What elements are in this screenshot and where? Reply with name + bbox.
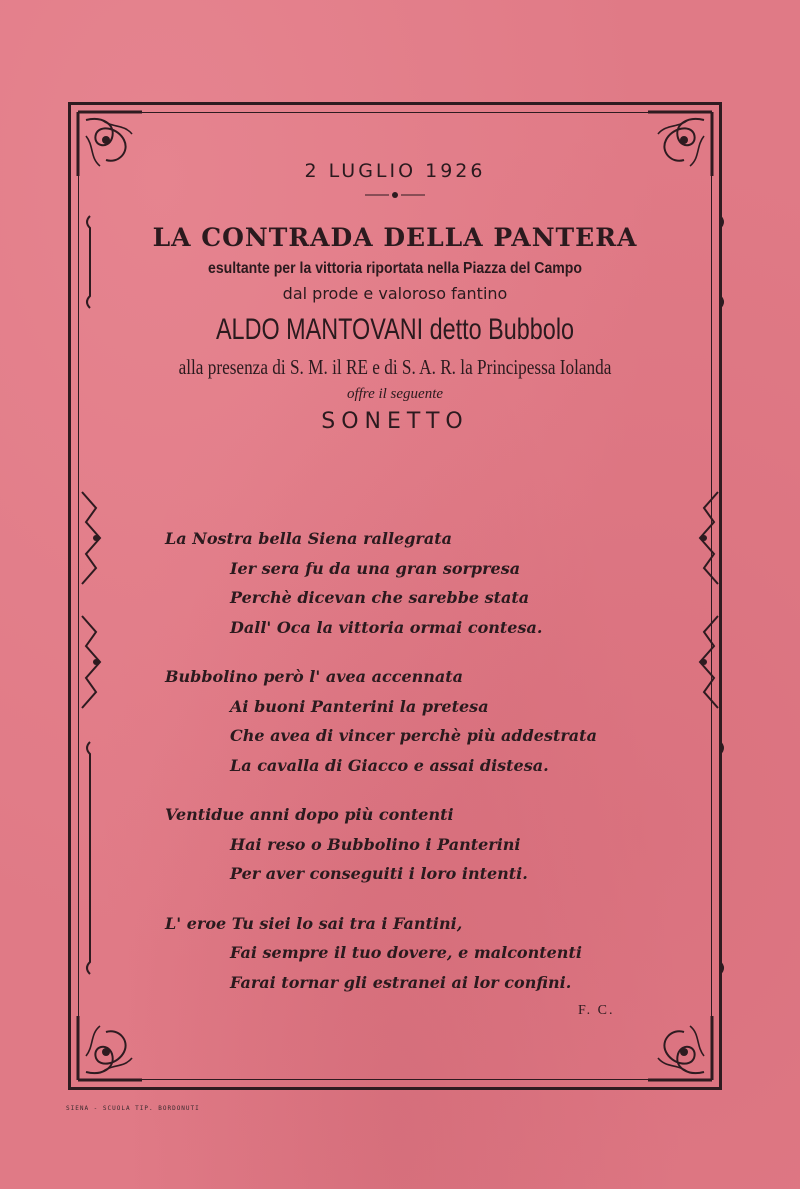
jockey-name: ALDO MANTOVANI detto Bubbolo: [215, 313, 575, 346]
verse-line: La cavalla di Giacco e assai distesa.: [230, 755, 549, 775]
stanza: [165, 800, 685, 889]
subtitle-line: esultante per la vittoria riportata nella Piazza del Campo: [207, 260, 582, 277]
verse-line: Ier sera fu da una gran sorpresa: [230, 558, 521, 578]
stanza: [165, 524, 685, 642]
verse-line: Dall' Oca la vittoria ormai contesa.: [230, 617, 543, 637]
sonetto-heading: SONETTO: [321, 409, 469, 434]
verse-line: Che avea di vincer perchè più addestrata: [230, 726, 597, 745]
side-ornament-left-bottom: [80, 738, 120, 978]
sonnet: [165, 524, 685, 1017]
corner-ornament-bottom-left: [72, 1006, 152, 1086]
printer-credit: SIENA - SCUOLA TIP. BORDONUTI: [66, 1105, 200, 1112]
side-ornament-left-mid: [76, 488, 116, 588]
side-ornament-left-mid2: [76, 612, 116, 712]
author-initials: F. C.: [578, 1003, 615, 1018]
side-ornament-right-mid2: [684, 612, 724, 712]
verse-line: Perchè dicevan che sarebbe stata: [230, 588, 530, 607]
side-ornament-right-mid: [684, 488, 724, 588]
side-ornament-right-bottom: [690, 738, 730, 978]
stanza: [165, 662, 685, 780]
date-heading: 2 LUGLIO 1926: [304, 160, 486, 182]
verse-line: L' eroe Tu siei lo sai tra i Fantini,: [165, 913, 463, 933]
fantino-line: dal prode e valoroso fantino: [282, 284, 508, 303]
presence-line: alla presenza di S. M. il RE e di S. A. R. la Principessa Iolanda: [178, 355, 612, 379]
verse-line: Ai buoni Panterini la pretesa: [230, 696, 489, 716]
verse-line: Fai sempre il tuo dovere, e malcontenti: [230, 943, 582, 962]
verse-line: Bubbolino però l' avea accennata: [165, 667, 464, 686]
corner-ornament-bottom-right: [638, 1006, 718, 1086]
verse-line: La Nostra bella Siena rallegrata: [165, 529, 452, 548]
decorative-rule: [365, 190, 425, 200]
contrada-title: LA CONTRADA DELLA PANTERA: [152, 223, 638, 252]
offers-line: offre il seguente: [346, 386, 444, 402]
stanza: [165, 909, 685, 998]
verse-line: Hai reso o Bubbolino i Panterini: [230, 834, 521, 854]
verse-line: Per aver conseguiti i loro intenti.: [230, 864, 528, 883]
verse-line: Farai tornar gli estranei ai lor confini.: [230, 972, 572, 992]
header-block: [80, 150, 710, 434]
verse-line: Ventidue anni dopo più contenti: [165, 805, 454, 824]
